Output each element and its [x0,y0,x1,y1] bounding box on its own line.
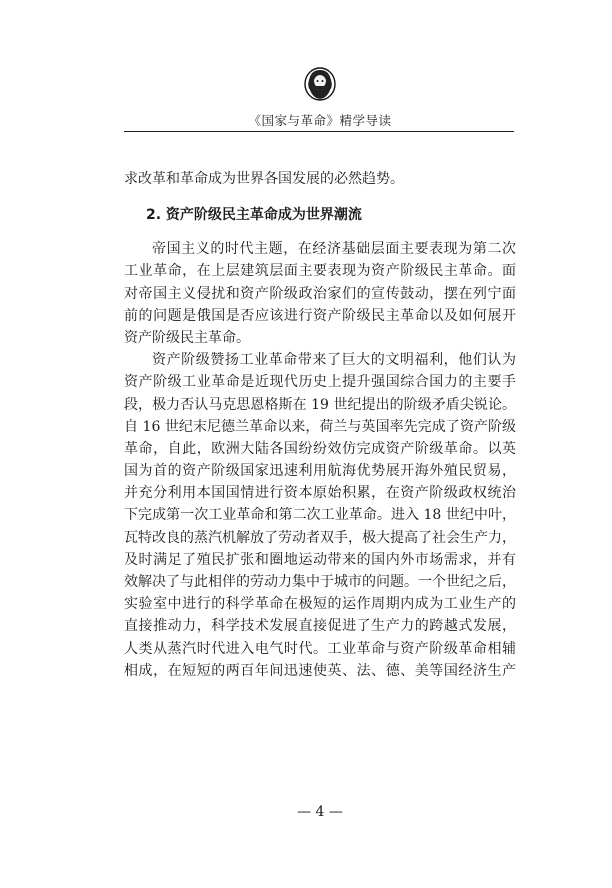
running-header-title: 《国家与革命》精学导读 [248,113,392,128]
text-line: 资产阶级赞扬工业革命带来了巨大的文明福利，他们认为 [152,352,516,369]
text-line: 及时满足了殖民扩张和圈地运动带来的国内外市场需求，并有 [124,551,516,568]
header-rule [124,131,514,132]
text-line: 实验室中进行的科学革命在极短的运作周期内成为工业生产的 [124,596,516,613]
text-line: 自 16 世纪末尼德兰革命以来，荷兰与英国率先完成了资产阶级 [124,418,516,435]
marx-portrait-icon [303,66,337,102]
text-line: 资产阶级工业革命是近现代历史上提升强国综合国力的主要手 [124,374,516,391]
text-line: 并充分利用本国国情进行资本原始积累，在资产阶级政权统治 [124,485,516,502]
text-line: 工业革命，在上层建筑层面主要表现为资产阶级民主革命。面 [124,263,516,280]
text-line: 前的问题是俄国是否应该进行资产阶级民主革命以及如何展开 [124,307,516,324]
section-heading: 2. 资产阶级民主革命成为世界潮流 [146,207,362,224]
text-line: 革命，自此，欧洲大陆各国纷纷效仿完成资产阶级革命。以英 [124,440,516,457]
paragraph-1 [124,238,516,349]
page-body [124,168,516,682]
text-line: 瓦特改良的蒸汽机解放了劳动者双手，极大提高了社会生产力， [124,529,516,546]
text-line: 资产阶级民主革命。 [124,329,250,346]
text-line: 对帝国主义侵扰和资产阶级政治家们的宣传鼓动，摆在列宁面 [124,285,516,302]
paragraph-2 [124,349,516,682]
text-line: 人类从蒸汽时代进入电气时代。工业革命与资产阶级革命相辅 [124,640,516,657]
text-line: 相成，在短短的两百年间迅速使英、法、德、美等国经济生产 [124,662,516,679]
page-number: — 4 — [297,804,343,820]
text-line: 段，极力否认马克思恩格斯在 19 世纪提出的阶级矛盾尖锐论。 [124,396,516,413]
text-line: 效解决了与此相伴的劳动力集中于城市的问题。一个世纪之后， [124,574,516,590]
continuation-line: 求改革和革命成为世界各国发展的必然趋势。 [124,171,404,187]
text-line: 直接推动力，科学技术发展直接促进了生产力的跨越式发展， [124,618,516,635]
text-line: 国为首的资产阶级国家迅速利用航海优势展开海外殖民贸易， [124,463,516,480]
text-line: 帝国主义的时代主题，在经济基础层面主要表现为第二次 [152,241,516,258]
text-line: 下完成第一次工业革命和第二次工业革命。进入 18 世纪中叶， [124,507,516,524]
